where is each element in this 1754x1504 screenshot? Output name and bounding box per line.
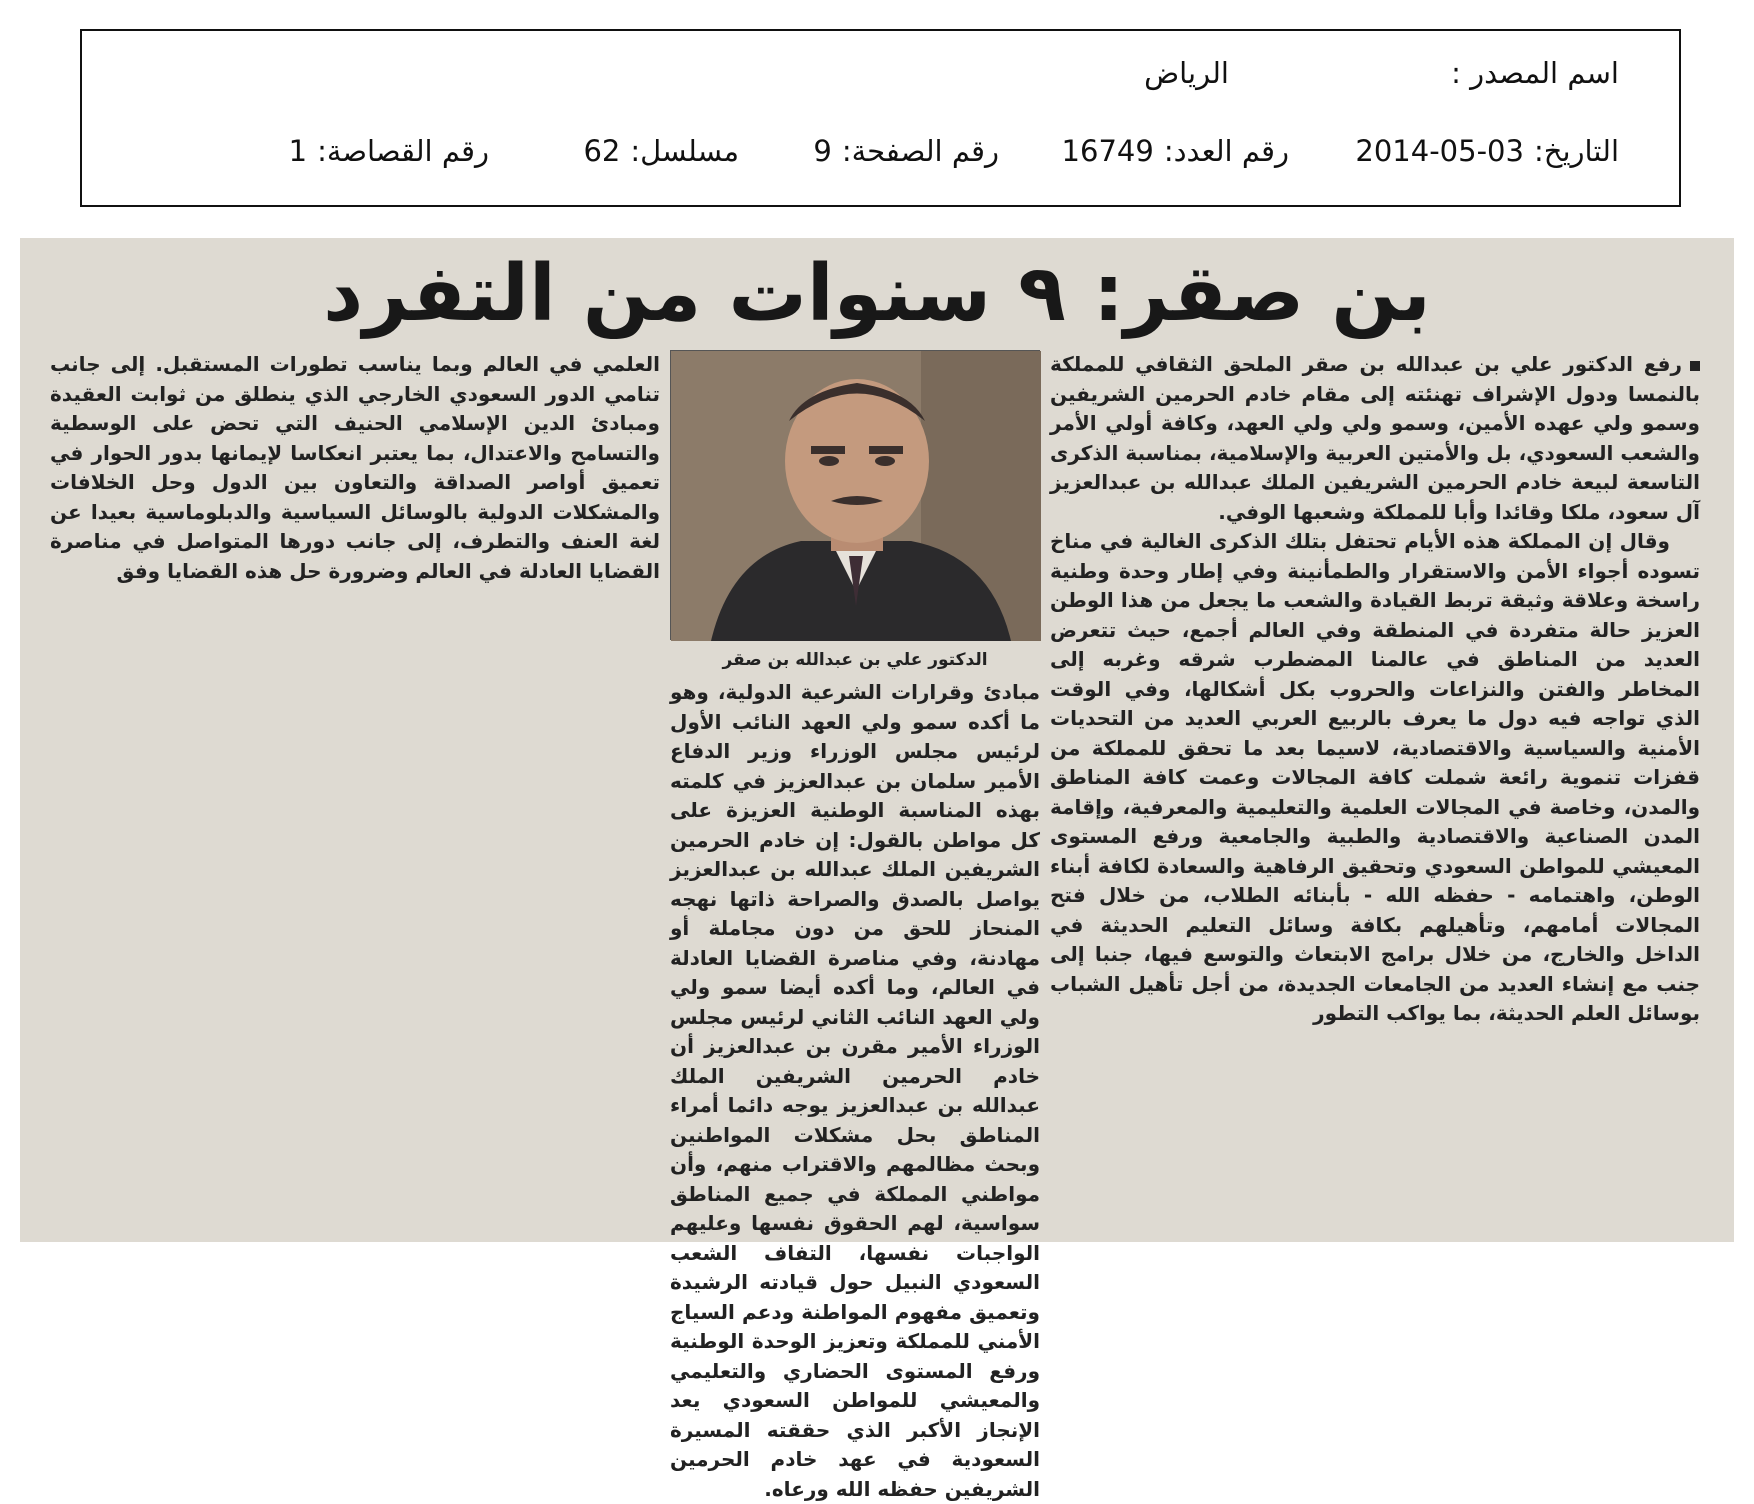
serial-field: [583, 131, 739, 171]
article-column-left: العلمي في العالم وبما يناسب تطورات المستقبل. إلى جانب تنامي الدور السعودي الخارجي الذي ينطلق من ثوابت العقيدة ومبادئ الدين الإسلامي الحنيف التي تحض على الوسطية والتسامح والاعتدال، بما يعتبر انعكاسا لإيمانها بدور الحوار في تعميق أواصر الصداقة والتعاون بين الدول وحل الخلافات والمشكلات الدولية بالوسائل السياسية والدبلوماسية بعيدا عن لغة العنف والتطرف، إلى جانب دورها المتواصل في مناصرة القضايا العادلة في العالم وضرورة حل هذه القضايا وفق: [50, 352, 660, 583]
source-value: الرياض: [1144, 56, 1229, 90]
page-field: [813, 131, 999, 171]
article-photo-block: [670, 350, 1040, 680]
page-value: 9: [813, 134, 832, 168]
newspaper-clipping: [20, 238, 1734, 1501]
source-label: اسم المصدر :: [1451, 56, 1619, 90]
page-label: رقم الصفحة:: [841, 134, 999, 168]
issue-label: رقم العدد:: [1163, 134, 1289, 168]
portrait-photo: [670, 350, 1040, 640]
portrait-figure-icon: [671, 351, 1041, 641]
issue-field: [1062, 131, 1289, 171]
article-column-right: [1050, 350, 1700, 1235]
article-headline: بن صقر: ٩ سنوات من التفرد: [323, 249, 1431, 339]
clip-number-label: رقم القصاصة:: [317, 134, 489, 168]
clip-number-field: [289, 131, 489, 171]
article-paragraph-1: رفع الدكتور علي بن عبدالله بن صقر الملحق الثقافي للمملكة بالنمسا ودول الإشراف تهنئته إلى مقام خادم الحرمين الشريفين وسمو ولي عهده الأمين، وسمو ولي ولي العهد، وكافة أولي الأمر والشعب السعودي، بل والأمتين العربية والإسلامية، بمناسبة الذكرى التاسعة لبيعة خادم الحرمين الشريفين الملك عبدالله بن عبدالعزيز آل سعود، ملكا وقائدا وأبا للمملكة وشعبها الوفي.: [1050, 352, 1700, 524]
date-field: [1355, 131, 1619, 171]
article-column-middle: مبادئ وقرارات الشرعية الدولية، وهو ما أكده سمو ولي العهد النائب الأول لرئيس مجلس الوزراء وزير الدفاع الأمير سلمان بن عبدالعزيز في كلمته بهذه المناسبة الوطنية العزيزة على كل مواطن بالقول: إن خادم الحرمين الشريفين الملك عبدالله بن عبدالعزيز يواصل بالصدق والصراحة ذاتها نهجه المنحاز للحق من دون مجاملة أو مهادنة، وفي مناصرة القضايا العادلة في العالم، وما أكده أيضا سمو ولي ولي العهد النائب الثاني لرئيس مجلس الوزراء الأمير مقرن بن عبدالعزيز أن خادم الحرمين الشريفين الملك عبدالله بن عبدالعزيز يوجه دائما أمراء المناطق بحل مشكلات المواطنين وبحث مظالمهم والاقتراب منهم، وأن مواطني المملكة في جميع المناطق سواسية، لهم الحقوق نفسها وعليهم الواجبات نفسها، التفاف الشعب السعودي النبيل حول قيادته الرشيدة وتعميق مفهوم المواطنة ودعم السياج الأمني للمملكة وتعزيز الوحدة الوطنية ورفع المستوى الحضاري والتعليمي والمعيشي للمواطن السعودي يعد الإنجاز الأكبر الذي حققته المسيرة السعودية في عهد خادم الحرمين الشريفين حفظه الله ورعاه.: [670, 680, 1040, 1501]
clip-number-value: 1: [288, 134, 308, 168]
date-label: التاريخ:: [1533, 134, 1619, 168]
serial-value: 62: [583, 134, 621, 168]
article-paragraph-2: وقال إن المملكة هذه الأيام تحتفل بتلك الذكرى الغالية في مناخ تسوده أجواء الأمن والاستقرار والطمأنينة وفي إطار وحدة وطنية راسخة وعلاقة وثيقة تربط القيادة والشعب ما يجعل من هذا الوطن العزيز حالة متفردة في المنطقة وفي العالم أجمع، حيث تتعرض العديد من المناطق في عالمنا المضطرب شرقه وغربه إلى المخاطر والفتن والنزاعات والحروب بكل أشكالها، وفي الوقت الذي تواجه فيه دول ما يعرف بالربيع العربي العديد من التحديات الأمنية والسياسية والاقتصادية، لاسيما بعد ما تحقق للمملكة من قفزات تنموية رائعة شملت كافة المجالات وعمت كافة المناطق والمدن، وخاصة في المجالات العلمية والتعليمية والمعرفية، وإقامة المدن الصناعية والاقتصادية والطبية والجامعية ورفع المستوى المعيشي للمواطن السعودي وتحقيق الرفاهية والسعادة لكافة أبناء الوطن، واهتمامه - حفظه الله - بأبنائه الطلاب، من خلال فتح المجالات أمامهم، وتأهيلهم بكافة وسائل التعليم الحديثة في الداخل والخارج، من خلال برامج الابتعاث والتوسع فيها، جنبا إلى جنب مع إنشاء العديد من الجامعات الجديدة، من أجل تأهيل الشباب بوسائل العلم الحديثة، بما يواكب التطور: [1050, 529, 1700, 1025]
details-row: [119, 131, 1619, 171]
serial-label: مسلسل:: [630, 134, 739, 168]
clipping-metadata-box: [80, 29, 1681, 207]
date-value: 2014-05-03: [1355, 134, 1524, 168]
bullet-square-icon: [1690, 361, 1700, 371]
photo-caption: الدكتور علي بن عبدالله بن صقر: [722, 650, 988, 670]
issue-value: 16749: [1061, 134, 1154, 168]
source-row: [139, 53, 1619, 93]
